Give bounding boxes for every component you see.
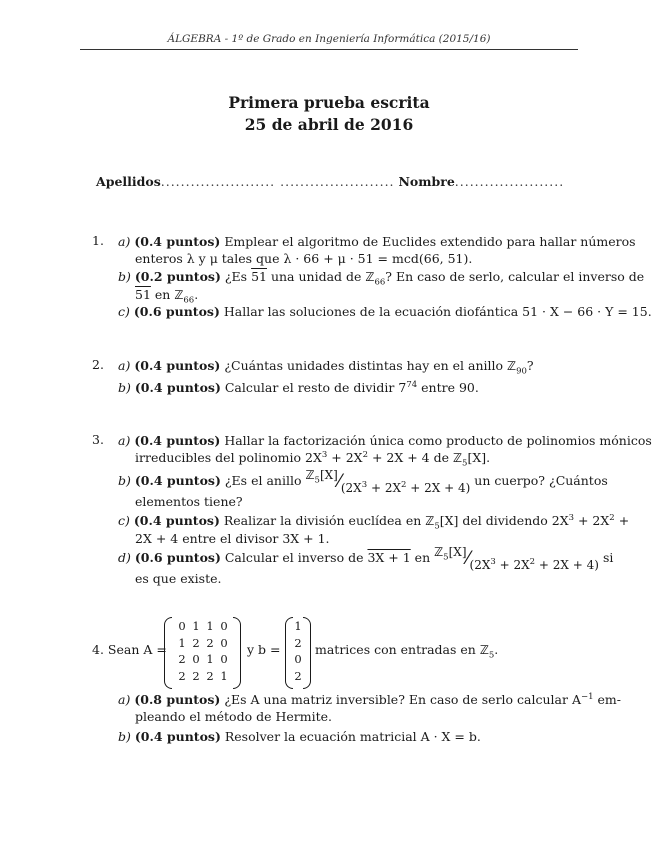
q3a-points: (0.4 puntos) — [134, 433, 221, 448]
student-fields — [96, 174, 564, 189]
exponent: 74 — [406, 379, 418, 390]
vector-b-entry: 1 — [294, 619, 302, 633]
q1c-points: (0.6 puntos) — [133, 304, 220, 319]
exponent: 3 — [568, 512, 575, 523]
exponent: 3 — [490, 557, 496, 567]
q3b-text-2: elementos tiene? — [135, 494, 243, 509]
q1b-text: ¿Es — [224, 269, 252, 284]
running-head: ÁLGEBRA - 1º de Grado en Ingeniería Informática (2015/16) — [167, 33, 491, 45]
q4-intro — [92, 642, 167, 657]
q2a-points: (0.4 puntos) — [134, 358, 221, 373]
quotient-denominator: + 2X — [367, 481, 402, 495]
matrix-a-entry: 0 — [220, 635, 228, 650]
q3a-text: + 2X + 4 de — [367, 450, 453, 465]
q4a-text-2: pleando el método de Hermite. — [135, 709, 332, 724]
exponent: 2 — [362, 449, 368, 460]
ring-subscript: 5 — [488, 650, 495, 661]
name-label: Nombre — [398, 174, 455, 189]
exponent: 2 — [401, 480, 407, 490]
q4a-points: (0.8 puntos) — [134, 692, 221, 707]
q3a-line-2 — [118, 449, 652, 467]
right-paren — [233, 617, 241, 689]
matrix-a-entry: 2 — [192, 668, 200, 683]
quotient-slash: ⁄ — [466, 548, 470, 569]
q2-number: 2. — [92, 357, 104, 372]
quotient-numerator: [X] — [448, 545, 467, 559]
q3c-text: + — [614, 513, 630, 528]
q3a-text: irreducibles del polinomio 2X — [135, 450, 322, 465]
exponent: 2 — [609, 512, 615, 523]
quotient-numerator: [X] — [319, 468, 338, 482]
q1c-text: Hallar las soluciones de la ecuación diofántica 51 · X − 66 · Y = 15. — [223, 304, 652, 319]
q1a-points: (0.4 puntos) — [134, 234, 221, 249]
q3c — [118, 512, 629, 547]
q4b-points: (0.4 puntos) — [134, 729, 221, 744]
q1b-text: en — [150, 287, 175, 302]
q1c-label: c) — [118, 304, 130, 319]
q3a-text: + 2X — [327, 450, 363, 465]
quotient-denominator: (2X — [340, 481, 362, 495]
q1b-line-2 — [118, 286, 644, 304]
q1a-text-1: Emplear el algoritmo de Euclides extendido para hallar números — [224, 234, 636, 249]
q1a-label: a) — [118, 234, 131, 249]
q4a-label: a) — [118, 692, 131, 707]
ring-subscript: 90 — [516, 366, 527, 377]
quotient-denominator: (2X — [469, 558, 491, 572]
q1b-points: (0.2 puntos) — [134, 269, 221, 284]
ring-z-symbol: ℤ — [305, 468, 315, 482]
exam-title: Primera prueba escrita — [228, 93, 430, 112]
matrix-a-entry: 0 — [220, 652, 228, 666]
q1b-text: una unidad de — [266, 269, 366, 284]
q1a — [118, 233, 636, 267]
quotient-ring — [434, 545, 599, 572]
q4b-text: Resolver la ecuación matricial A · X = b. — [224, 729, 481, 744]
exponent: −1 — [580, 691, 594, 702]
q3c-text: [X] del dividendo 2X — [439, 513, 569, 528]
q3d-class: 3X + 1 — [367, 550, 411, 565]
q3a-text: [X]. — [467, 450, 491, 465]
q4a-text: em- — [593, 692, 621, 707]
matrix-a-entry: 2 — [178, 652, 186, 666]
surname-field[interactable]: ....................... ....................... — [160, 174, 395, 189]
q4-tail-text: matrices con entradas en — [315, 642, 480, 657]
vector-b-entry: 2 — [294, 668, 302, 683]
q1c — [118, 303, 652, 320]
q3b-text: un cuerpo? ¿Cuántos — [470, 473, 608, 488]
q1b — [118, 268, 644, 304]
q4b — [118, 728, 481, 745]
ring-subscript: 5 — [443, 552, 449, 563]
q3d-label: d) — [118, 550, 131, 565]
matrix-a-entry: 2 — [206, 668, 214, 683]
ring-z-symbol: ℤ — [479, 643, 489, 657]
q2a-label: a) — [118, 358, 131, 373]
quotient-ring — [305, 468, 471, 495]
exponent: 2 — [529, 557, 536, 567]
name-field[interactable]: ...................... — [454, 174, 565, 189]
q1a-text-2: enteros λ y μ tales que λ · 66 + μ · 51 = mcd(66, 51). — [135, 251, 473, 266]
q3a-label: a) — [118, 433, 131, 448]
q3b-points: (0.4 puntos) — [134, 473, 221, 488]
q1b-label: b) — [118, 269, 131, 284]
vector-b — [285, 617, 311, 687]
q3c-label: c) — [118, 513, 130, 528]
q2a-text: ¿Cuántas unidades distintas hay en el anillo — [224, 358, 508, 373]
header-rule — [80, 49, 578, 50]
q3b-text: ¿Es el anillo — [224, 473, 306, 488]
q2a-text: ? — [526, 358, 534, 373]
vector-b-entry: 0 — [294, 652, 302, 666]
ring-z-symbol: ℤ — [425, 514, 435, 528]
q3-number: 3. — [92, 432, 104, 447]
ring-z-symbol: ℤ — [434, 545, 444, 559]
quotient-denominator: + 2X + 4) — [535, 558, 599, 572]
ring-subscript: 66 — [374, 277, 386, 288]
matrix-a-entry: 1 — [206, 652, 214, 666]
q3d-text: en — [410, 550, 435, 565]
matrix-a-entry: 0 — [178, 619, 186, 633]
left-paren — [164, 617, 172, 689]
q4-tail — [315, 642, 499, 661]
quotient-denominator: + 2X + 4) — [406, 481, 471, 495]
matrix-a-entry: 1 — [192, 619, 200, 633]
ring-z-symbol: ℤ — [507, 359, 517, 373]
q2b-text: entre 90. — [417, 380, 479, 395]
matrix-a-entry: 1 — [178, 635, 186, 650]
ring-subscript: 5 — [314, 475, 320, 486]
ring-subscript: 66 — [183, 295, 195, 306]
q2a — [118, 357, 534, 375]
ring-z-symbol: ℤ — [365, 270, 375, 284]
q1b-class-51: 51 — [135, 287, 151, 302]
q4-number: 4. — [92, 642, 104, 657]
q4-tail-text: . — [494, 642, 499, 657]
surname-label: Apellidos — [96, 174, 161, 189]
q3b — [118, 468, 608, 510]
q4a — [118, 691, 621, 725]
matrix-a-entry: 2 — [178, 668, 186, 683]
matrix-a-entry: 1 — [206, 619, 214, 633]
ring-z-symbol: ℤ — [452, 451, 463, 465]
q3d-text: Calcular el inverso de — [224, 550, 368, 565]
matrix-a-entry: 1 — [220, 668, 228, 683]
q2b-text: Calcular el resto de dividir 7 — [224, 380, 407, 395]
q3a — [118, 432, 652, 467]
q1b-text: . — [194, 287, 199, 302]
q3d-text-2: es que existe. — [135, 571, 222, 586]
q4-yb: y b = — [247, 642, 281, 657]
q3b-label: b) — [118, 473, 131, 488]
matrix-a-grid — [175, 619, 231, 684]
q3a-text-1: Hallar la factorización única como producto de polinomios mónicos — [224, 433, 652, 448]
matrix-a — [164, 617, 241, 687]
exponent: 3 — [361, 480, 368, 490]
q1b-text: ? En caso de serlo, calcular el inverso de — [385, 269, 645, 284]
vector-b-entry: 2 — [294, 635, 302, 650]
q2b — [118, 379, 479, 396]
ring-subscript: 5 — [462, 458, 468, 469]
q1-number: 1. — [92, 233, 104, 248]
q3c-text: Realizar la división euclídea en — [223, 513, 426, 528]
quotient-denominator: + 2X — [495, 558, 530, 572]
ring-z-symbol: ℤ — [174, 288, 184, 302]
matrix-a-entry: 0 — [192, 652, 200, 666]
quotient-slash: ⁄ — [337, 471, 341, 492]
q3c-text: + 2X — [574, 513, 610, 528]
q3d-points: (0.6 puntos) — [134, 550, 221, 565]
q3c-text-2: 2X + 4 entre el divisor 3X + 1. — [135, 531, 330, 546]
q4-sean-a: Sean A = — [107, 642, 167, 657]
q3c-points: (0.4 puntos) — [133, 513, 220, 528]
matrix-a-entry: 2 — [206, 635, 214, 650]
q2b-points: (0.4 puntos) — [134, 380, 221, 395]
q3d — [118, 545, 614, 587]
ring-subscript: 5 — [434, 521, 440, 532]
matrix-a-entry: 0 — [220, 619, 228, 633]
exponent: 3 — [321, 449, 328, 460]
q3d-text: si — [598, 550, 614, 565]
q4a-text: ¿Es A una matriz inversible? En caso de serlo calcular A — [224, 692, 581, 707]
q1b-class-51: 51 — [251, 269, 267, 284]
q2b-label: b) — [118, 380, 131, 395]
q4b-label: b) — [118, 729, 131, 744]
right-paren — [303, 617, 311, 689]
exam-date: 25 de abril de 2016 — [244, 115, 414, 134]
matrix-a-entry: 2 — [192, 635, 200, 650]
